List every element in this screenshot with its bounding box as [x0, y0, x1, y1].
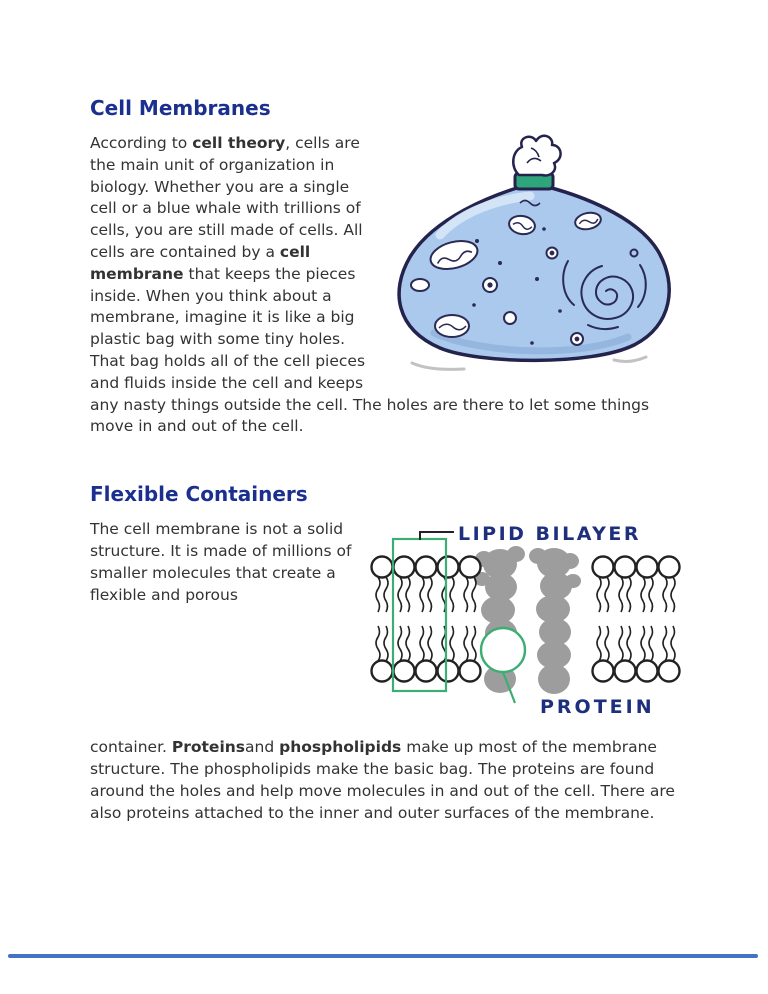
lipid-bilayer-label: LIPID BILAYER — [458, 523, 641, 546]
heading-flexible-containers: Flexible Containers — [90, 482, 308, 507]
text-run: and — [245, 738, 280, 757]
bold-proteins: Proteins — [171, 738, 246, 757]
bag-knot — [513, 136, 560, 176]
paragraph-flexible-container — [90, 737, 682, 824]
bold-cell-theory: cell theory — [192, 134, 286, 152]
lipid-heads-bottom — [372, 661, 680, 682]
protein-pore-highlight-circle — [481, 628, 525, 672]
protein-blobs — [474, 546, 581, 694]
text-run: The cell membrane is not a solid structure. It is made of millions of smaller molecules that create a flexible and porous — [90, 520, 352, 604]
heading-cell-membranes: Cell Membranes — [90, 96, 271, 120]
text-run: that keeps the pieces inside. When you think about a membrane, imagine it is like a big plastic bag with some tiny holes. That bag holds all of the cell pieces and fluids inside the cell and keeps any nasty things outside the cell. The holes are there to let some things move in and out of the cell. — [90, 264, 650, 436]
lipid-heads-top — [372, 557, 680, 578]
cell-bag-svg — [382, 133, 682, 373]
text-run: make up most of the membrane structure. The phospholipids make the basic bag. The proteins are found around the holes and help move molecules in and out of the cell. There are also proteins attached to the inner and outer surfaces of the membrane. — [90, 738, 675, 822]
bold-phospholipids: phospholipids — [279, 738, 402, 757]
footer-divider-line — [8, 954, 758, 958]
cell-bag-illustration — [382, 133, 682, 373]
text-run: According to — [90, 134, 193, 152]
protein-label: PROTEIN — [540, 696, 655, 719]
lipid-bilayer-diagram — [370, 519, 682, 729]
text-run: , cells are the main unit of organization in biology. Whether you are a single cell or a blue whale with trillions of cells, you are still made of cells. All cells are contained by a — [90, 134, 363, 261]
bold-cell-membrane: cell membrane — [90, 242, 311, 283]
text-run: container. — [90, 738, 172, 757]
lipid-bilayer-svg — [370, 519, 682, 729]
